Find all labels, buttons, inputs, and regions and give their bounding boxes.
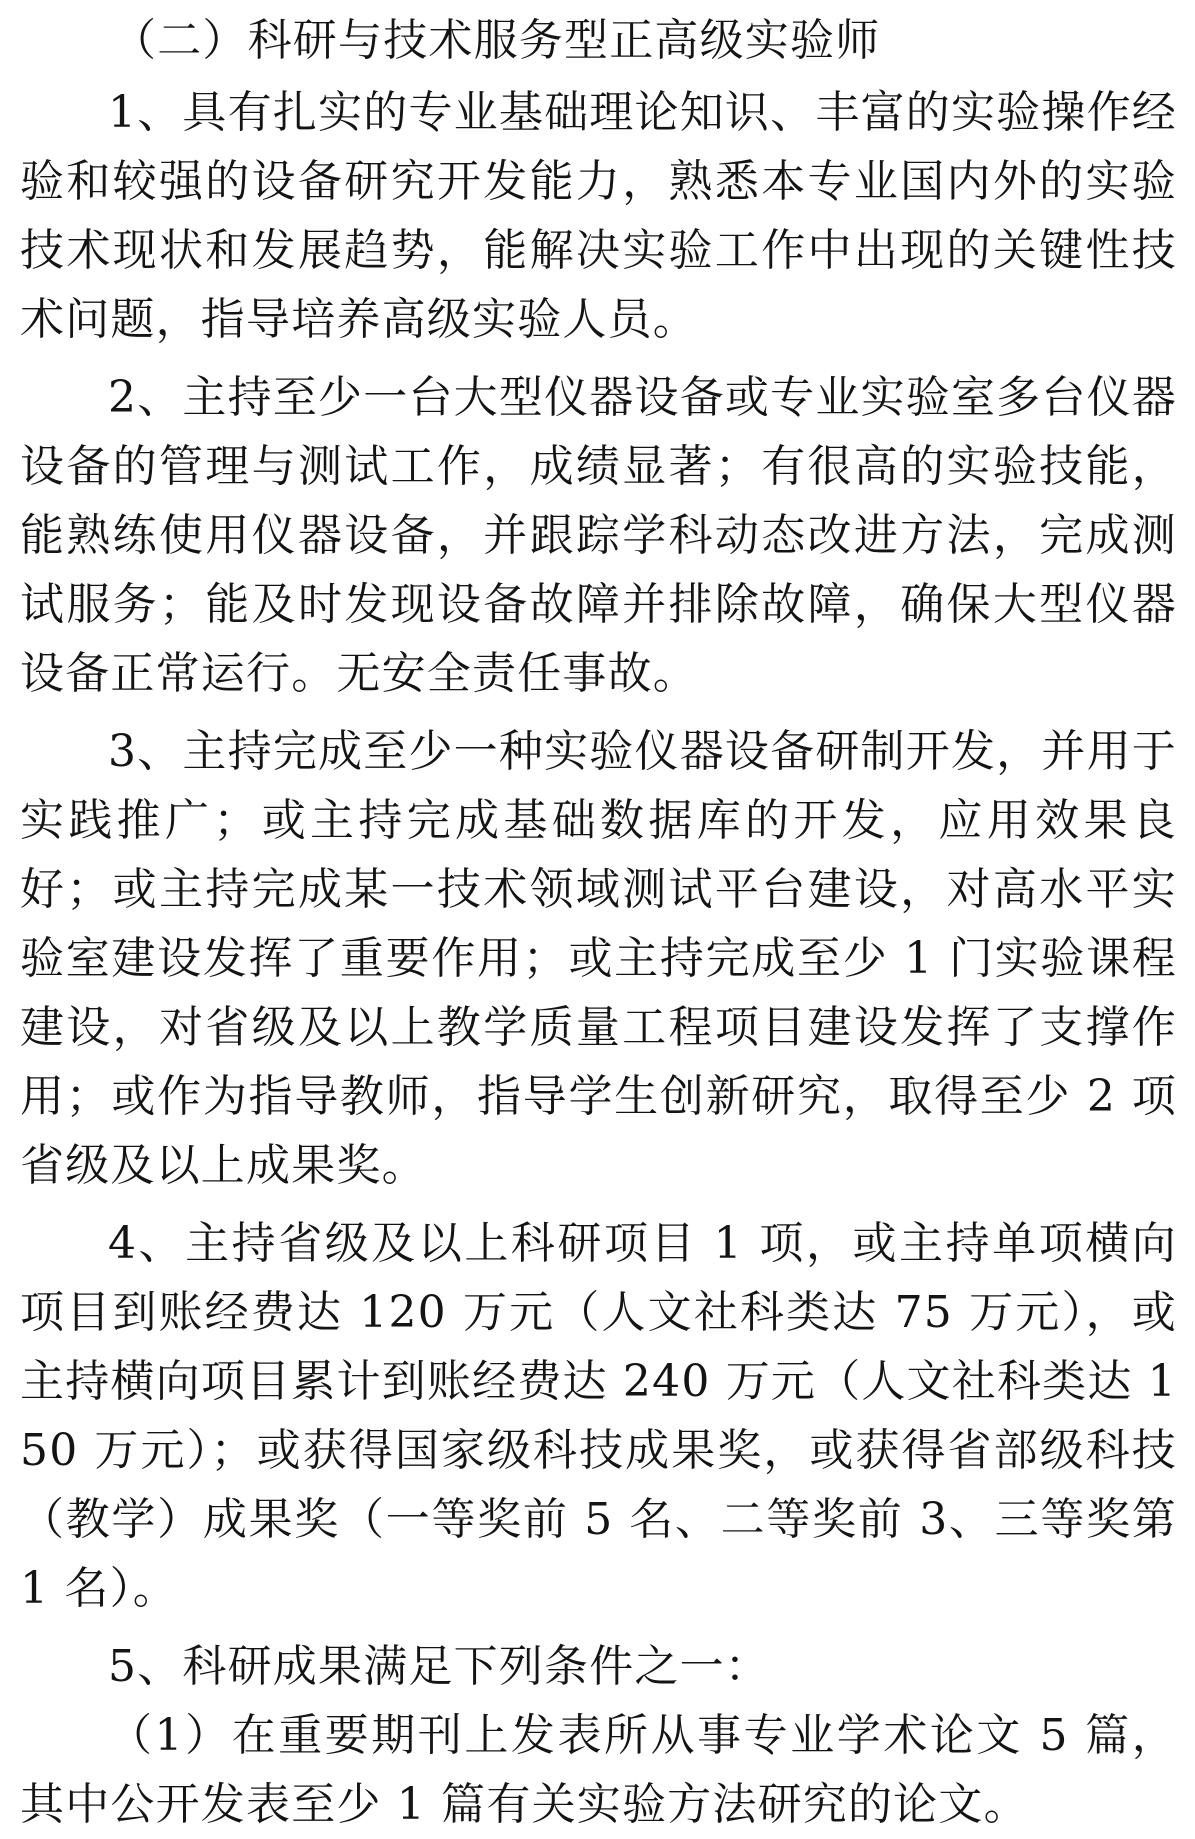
paragraph-4: 4、主持省级及以上科研项目 1 项，或主持单项横向项目到账经费达 120 万元（人文社科类达 75 万元），或主持横向项目累计到账经费达 240 万元（人文社科类达 150 万元）；或获得国家级科技成果奖，或获得省部级科技（教学）成果奖（一等奖前 5 名、二等奖前 3、三等奖第 1 名）。 [20, 1218, 1177, 1614]
paragraph-2: 2、主持至少一台大型仪器设备或专业实验室多台仪器设备的管理与测试工作，成绩显著；有很高的实验技能，能熟练使用仪器设备，并跟踪学科动态改进方法，完成测试服务；能及时发现设备故障并排除故障，确保大型仪器设备正常运行。无安全责任事故。 [20, 372, 1177, 699]
paragraph-5: 5、科研成果满足下列条件之一： [108, 1641, 770, 1692]
paragraph-1: 1、具有扎实的专业基础理论知识、丰富的实验操作经验和较强的设备研究开发能力，熟悉本专业国内外的实验技术现状和发展趋势，能解决实验工作中出现的关键性技术问题，指导培养高级实验人员。 [20, 87, 1177, 345]
section-heading: （二）科研与技术服务型正高级实验师 [112, 15, 881, 66]
paragraph-3: 3、主持完成至少一种实验仪器设备研制开发，并用于实践推广；或主持完成基础数据库的开发，应用效果良好；或主持完成某一技术领域测试平台建设，对高水平实验室建设发挥了重要作用；或主持完成至少 1 门实验课程建设，对省级及以上教学质量工程项目建设发挥了支撑作用；或作为指导教师，指导学生创新研究，取得至少 2 项省级及以上成果奖。 [20, 726, 1177, 1191]
document-page [20, 4, 1185, 1839]
paragraph-5-item-1: （1）在重要期刊上发表所从事专业学术论文 5 篇，其中公开发表至少 1 篇有关实验方法研究的论文。 [20, 1710, 1177, 1830]
